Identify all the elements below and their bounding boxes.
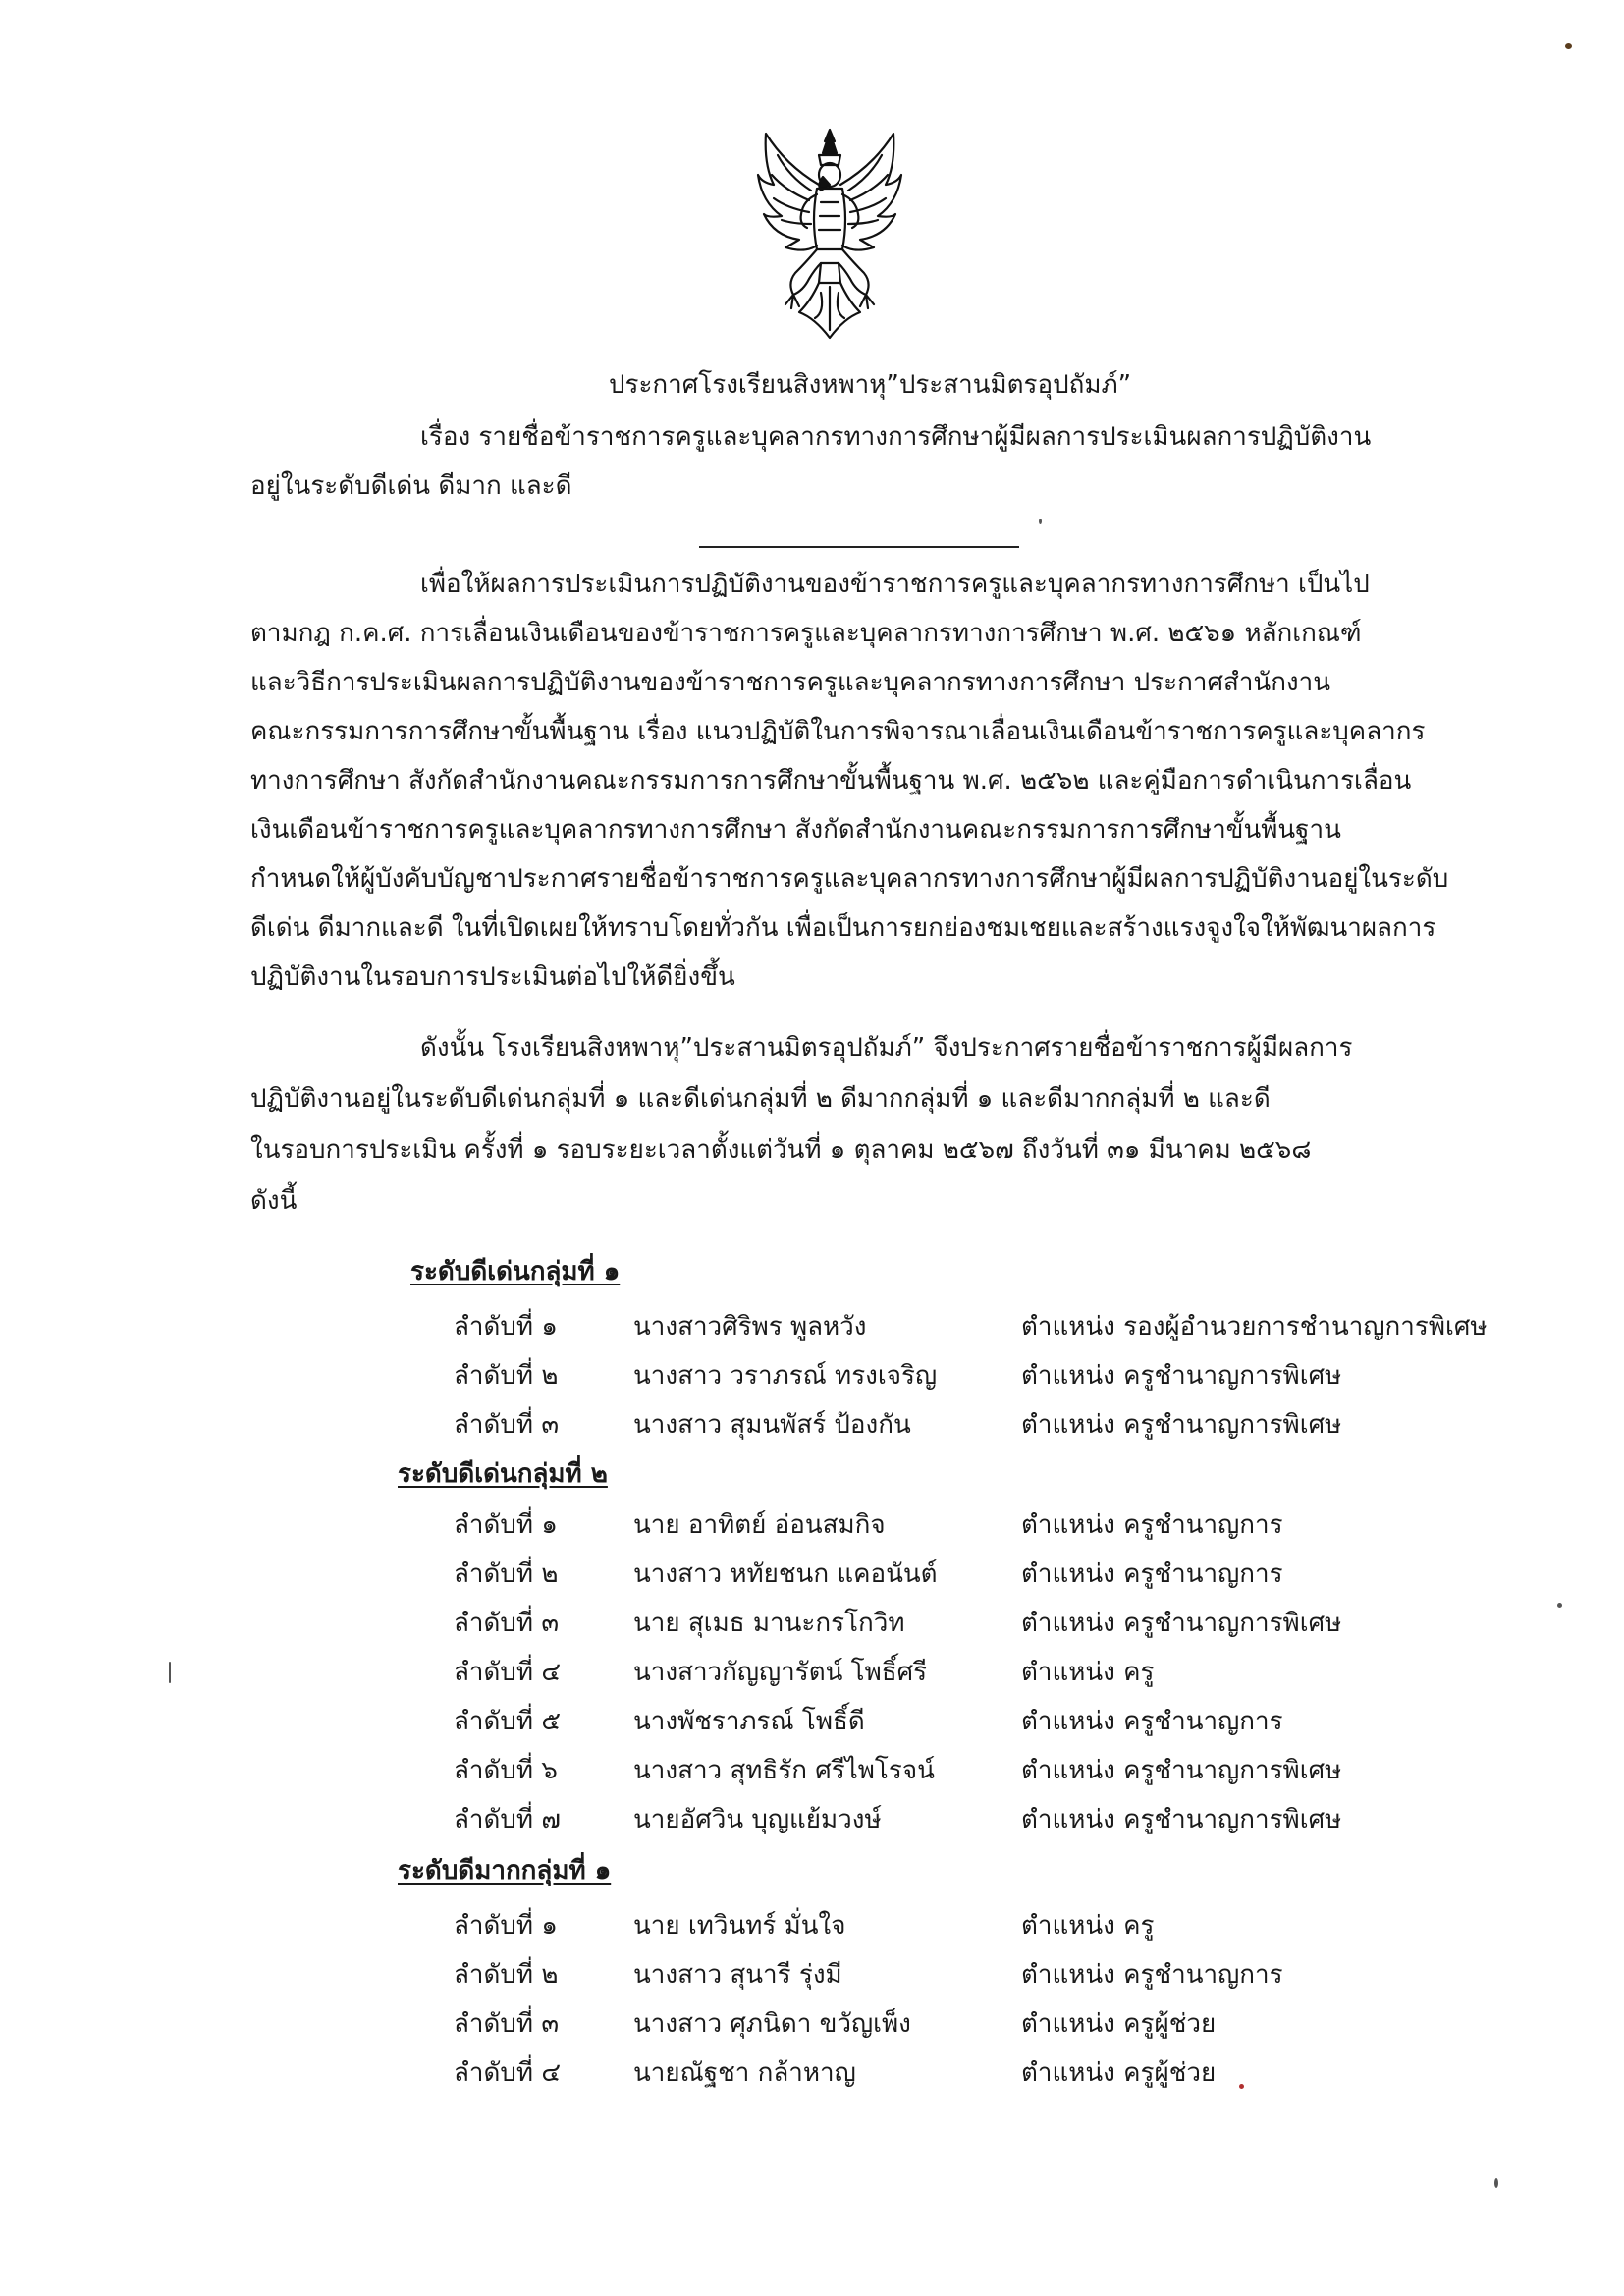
order-number: ลำดับที่ ๒ [454, 1361, 559, 1391]
list-item [0, 1656, 1624, 1695]
position-title: ตำแหน่ง ครู [1021, 1911, 1155, 1941]
garuda-emblem-icon [756, 126, 903, 342]
position-title: ตำแหน่ง ครูผู้ช่วย [1021, 2058, 1217, 2088]
position-title: ตำแหน่ง รองผู้อำนวยการชำนาญการพิเศษ [1021, 1312, 1488, 1341]
position-title: ตำแหน่ง ครูชำนาญการ [1021, 1559, 1283, 1589]
person-name: นางสาว หทัยชนก แคอนันต์ [633, 1559, 938, 1589]
person-name: นางสาวกัญญารัตน์ โพธิ์ศรี [633, 1658, 928, 1687]
paragraph-line: ดังนี้ [250, 1186, 298, 1216]
order-number: ลำดับที่ ๒ [454, 1960, 559, 1990]
position-title: ตำแหน่ง ครูชำนาญการพิเศษ [1021, 1410, 1342, 1440]
person-name: นางสาว ศุภนิดา ขวัญเพ็ง [633, 2009, 911, 2039]
paragraph-line: ปฏิบัติงานในรอบการประเมินต่อไปให้ดียิ่งขึ้น [250, 962, 735, 992]
person-name: นายณัฐชา กล้าหาญ [633, 2058, 856, 2088]
order-number: ลำดับที่ ๓ [454, 1410, 560, 1440]
person-name: นายอัศวิน บุญแย้มวงษ์ [633, 1805, 882, 1834]
scan-speck [1494, 2178, 1498, 2188]
paragraph-line: ปฏิบัติงานอยู่ในระดับดีเด่นกลุ่มที่ ๑ และดีเด่นกลุ่มที่ ๒ ดีมากกลุ่มที่ ๑ และดีมากกลุ่มที่ ๒ และดี [250, 1084, 1271, 1114]
paragraph-line: ในรอบการประเมิน ครั้งที่ ๑ รอบระยะเวลาตั้งแต่วันที่ ๑ ตุลาคม ๒๕๖๗ ถึงวันที่ ๓๑ มีนาคม ๒๕๖๘ [250, 1135, 1312, 1165]
list-item [0, 1754, 1624, 1793]
position-title: ตำแหน่ง ครูชำนาญการ [1021, 1960, 1283, 1990]
order-number: ลำดับที่ ๑ [454, 1911, 558, 1941]
position-title: ตำแหน่ง ครูชำนาญการพิเศษ [1021, 1805, 1342, 1834]
scan-speck [1239, 2084, 1244, 2089]
paragraph-line: ทางการศึกษา สังกัดสำนักงานคณะกรรมการการศึกษาขั้นพื้นฐาน พ.ศ. ๒๕๖๒ และคู่มือการดำเนินการเลื่อน [250, 766, 1412, 795]
person-name: นางสาว สุทธิรัก ศรีไพโรจน์ [633, 1756, 935, 1785]
paragraph-line: กำหนดให้ผู้บังคับบัญชาประกาศรายชื่อข้าราชการครูและบุคลากรทางการศึกษาผู้มีผลการปฏิบัติงานอยู่ในระดับ [250, 864, 1449, 894]
person-name: นาย สุเมธ มานะกรโกวิท [633, 1609, 905, 1638]
list-item [0, 2007, 1624, 2047]
position-title: ตำแหน่ง ครูชำนาญการพิเศษ [1021, 1609, 1342, 1638]
person-name: นางสาว สุมนพัสร์ ป้องกัน [633, 1410, 911, 1440]
list-item [0, 1607, 1624, 1646]
paragraph-line: คณะกรรมการการศึกษาขั้นพื้นฐาน เรื่อง แนวปฏิบัติในการพิจารณาเลื่อนเงินเดือนข้าราชการครูและบุคลากร [250, 717, 1426, 746]
position-title: ตำแหน่ง ครูชำนาญการ [1021, 1510, 1283, 1540]
group-heading-very-good-1: ระดับดีมากกลุ่มที่ ๑ [398, 1856, 612, 1886]
person-name: นาย อาทิตย์ อ่อนสมกิจ [633, 1510, 886, 1540]
paragraph-line: เงินเดือนข้าราชการครูและบุคลากรทางการศึกษา สังกัดสำนักงานคณะกรรมการการศึกษาขั้นพื้นฐาน [250, 815, 1341, 845]
order-number: ลำดับที่ ๒ [454, 1559, 559, 1589]
position-title: ตำแหน่ง ครู [1021, 1658, 1155, 1687]
position-title: ตำแหน่ง ครูชำนาญการพิเศษ [1021, 1756, 1342, 1785]
list-item [0, 1310, 1624, 1349]
paragraph-line: ตามกฎ ก.ค.ศ. การเลื่อนเงินเดือนของข้าราชการครูและบุคลากรทางการศึกษา พ.ศ. ๒๕๖๑ หลักเกณฑ์ [250, 619, 1362, 648]
order-number: ลำดับที่ ๔ [454, 1658, 562, 1687]
list-item [0, 1359, 1624, 1398]
person-name: นางสาว สุนารี รุ่งมี [633, 1960, 842, 1990]
order-number: ลำดับที่ ๖ [454, 1756, 558, 1785]
scan-speck [1557, 1603, 1562, 1608]
order-number: ลำดับที่ ๓ [454, 1609, 560, 1638]
person-name: นางพัชราภรณ์ โพธิ์ดี [633, 1707, 865, 1736]
order-number: ลำดับที่ ๕ [454, 1707, 562, 1736]
group-heading-outstanding-1: ระดับดีเด่นกลุ่มที่ ๑ [410, 1257, 621, 1286]
paragraph-line: ดังนั้น โรงเรียนสิงหพาหุ”ประสานมิตรอุปถัมภ์” จึงประกาศรายชื่อข้าราชการผู้มีผลการ [420, 1033, 1353, 1063]
paragraph-line: และวิธีการประเมินผลการปฏิบัติงานของข้าราชการครูและบุคลากรทางการศึกษา ประกาศสำนักงาน [250, 668, 1330, 697]
position-title: ตำแหน่ง ครูชำนาญการ [1021, 1707, 1283, 1736]
scan-speck [169, 1662, 171, 1683]
order-number: ลำดับที่ ๑ [454, 1510, 558, 1540]
subject-line: เรื่อง รายชื่อข้าราชการครูและบุคลากรทางการศึกษาผู้มีผลการประเมินผลการปฏิบัติงาน [420, 422, 1372, 452]
group-heading-outstanding-2: ระดับดีเด่นกลุ่มที่ ๒ [398, 1459, 608, 1489]
list-item [0, 1558, 1624, 1597]
list-item [0, 1705, 1624, 1744]
paragraph-line: เพื่อให้ผลการประเมินการปฏิบัติงานของข้าราชการครูและบุคลากรทางการศึกษา เป็นไป [420, 570, 1370, 599]
order-number: ลำดับที่ ๗ [454, 1805, 561, 1834]
list-item [0, 1408, 1624, 1448]
order-number: ลำดับที่ ๑ [454, 1312, 558, 1341]
person-name: นางสาว วราภรณ์ ทรงเจริญ [633, 1361, 938, 1391]
position-title: ตำแหน่ง ครูผู้ช่วย [1021, 2009, 1217, 2039]
order-number: ลำดับที่ ๔ [454, 2058, 562, 2088]
list-item [0, 1508, 1624, 1548]
scan-speck [1039, 519, 1042, 524]
paragraph-line: ดีเด่น ดีมากและดี ในที่เปิดเผยให้ทราบโดยทั่วกัน เพื่อเป็นการยกย่องชมเชยและสร้างแรงจูงใจให้พัฒนาผลการ [250, 913, 1436, 943]
title-divider [699, 546, 1019, 548]
scan-speck [1565, 43, 1572, 49]
position-title: ตำแหน่ง ครูชำนาญการพิเศษ [1021, 1361, 1342, 1391]
list-item [0, 2056, 1624, 2096]
list-item [0, 1958, 1624, 1997]
order-number: ลำดับที่ ๓ [454, 2009, 560, 2039]
subject-line-continued: อยู่ในระดับดีเด่น ดีมาก และดี [250, 471, 572, 501]
list-item [0, 1803, 1624, 1842]
announcement-title: ประกาศโรงเรียนสิงหพาหุ”ประสานมิตรอุปถัมภ์” [609, 370, 1132, 400]
list-item [0, 1909, 1624, 1948]
person-name: นาย เทวินทร์ มั่นใจ [633, 1911, 846, 1941]
person-name: นางสาวศิริพร พูลหวัง [633, 1312, 867, 1341]
